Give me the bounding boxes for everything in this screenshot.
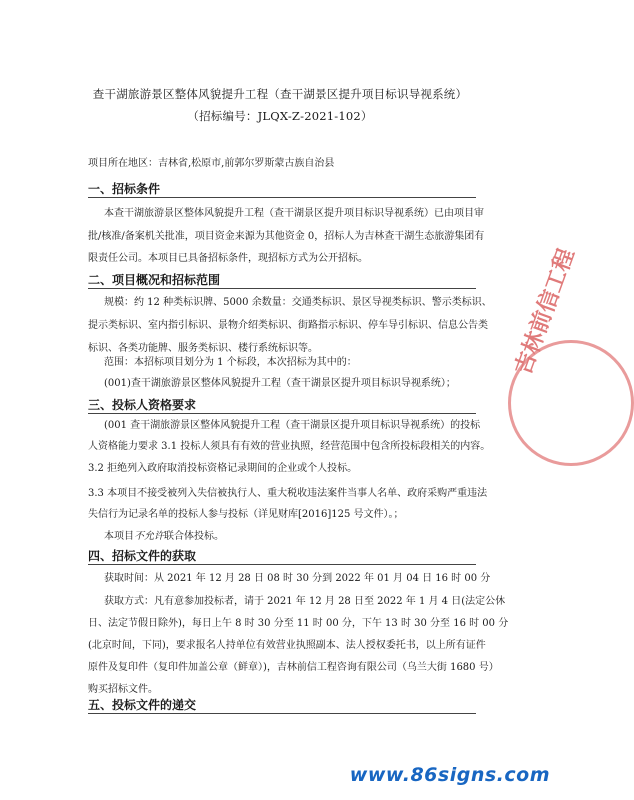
paragraph-line: 提示类标识、室内指引标识、景物介绍类标识、街路指示标识、停车导引标识、信息公告类 xyxy=(88,320,488,331)
text-run: 本项目 xyxy=(104,531,134,542)
paragraph-line: 3.2 拒绝列入政府取消投标资格记录期间的企业或个人投标。 xyxy=(88,463,358,474)
section-heading-3: 三、投标人资格要求 xyxy=(88,398,197,412)
paragraph-line: 人资格能力要求 3.1 投标人须具有有效的营业执照，经营范围中包含所投标段相关的内容。 xyxy=(88,441,491,452)
paragraph-line: 日、法定节假日除外)，每日上午 8 时 30 分至 11 时 00 分，下午 13 时 30 分至 16 时 00 分 xyxy=(88,618,509,629)
paragraph-line xyxy=(104,530,224,543)
paragraph-line: 原件及复印件（复印件加盖公章（鲜章）)，吉林前信工程咨询有限公司（乌兰大街 1680 号） xyxy=(88,662,499,673)
paragraph-line: 范围：本招标项目划分为 1 个标段，本次招标为其中的： xyxy=(104,357,357,368)
paragraph-line: 标识、各类功能牌、服务类标识、楼行系统标识等。 xyxy=(88,343,318,354)
divider xyxy=(88,413,476,414)
paragraph-line: 本查干湖旅游景区整体风貌提升工程（查干湖景区提升项目标识导视系统）已由项目审 xyxy=(104,208,484,219)
paragraph-line: 获取时间：从 2021 年 12 月 28 日 08 时 30 分到 2022 年 01 月 04 日 16 时 00 分 xyxy=(104,573,491,584)
paragraph-line: (北京时间，下同)，要求报名人持单位有效营业执照副本、法人授权委托书，以上所有证件 xyxy=(88,640,486,651)
paragraph-line: (001 查干湖旅游景区整体风貌提升工程（查干湖景区提升项目标识导视系统）的投标 xyxy=(104,420,481,431)
paragraph-line: 3.3 本项目不接受被列入失信被执行人、重大税收违法案件当事人名单、政府采购严重违法 xyxy=(88,488,488,499)
project-location: 项目所在地区：吉林省,松原市,前郭尔罗斯蒙古族自治县 xyxy=(88,158,335,169)
paragraph-line: 限责任公司。本项目已具备招标条件，现招标方式为公开招标。 xyxy=(88,253,368,264)
tender-number: （招标编号：JLQX-Z-2021-102） xyxy=(187,109,373,123)
text-run: 联合体投标。 xyxy=(164,531,224,542)
paragraph-line: 购买招标文件。 xyxy=(88,684,158,695)
section-heading-1: 一、招标条件 xyxy=(88,182,161,196)
paragraph-line: 规模：约 12 种类标识牌、5000 余数量：交通类标识、景区导视类标识、警示类标识、 xyxy=(104,297,492,308)
emphasized-text: 不允许 xyxy=(134,531,164,542)
section-heading-5: 五、投标文件的递交 xyxy=(88,698,197,712)
paragraph-line: 批/核准/备案机关批准，项目资金来源为其他资金 0，招标人为吉林查干湖生态旅游集团有 xyxy=(88,231,485,242)
divider xyxy=(88,564,476,565)
section-heading-4: 四、招标文件的获取 xyxy=(88,549,197,563)
paragraph-line: 获取方式：凡有意参加投标者，请于 2021 年 12 月 28 日至 2022 年 1 月 4 日(法定公休 xyxy=(104,596,506,607)
paragraph-line: (001)查干湖旅游景区整体风貌提升工程（查干湖景区提升项目标识导视系统）； xyxy=(104,378,456,389)
paragraph-line: 失信行为记录名单的投标人参与投标（详见财库[2016]125 号文件）。； xyxy=(88,509,404,520)
document-title: 查干湖旅游景区整体风貌提升工程（查干湖景区提升项目标识导视系统） xyxy=(92,87,468,101)
divider xyxy=(88,288,476,289)
section-heading-2: 二、项目概况和招标范围 xyxy=(88,273,221,287)
divider xyxy=(88,713,476,714)
seal-text: 吉林前信工程 xyxy=(511,245,580,379)
divider xyxy=(88,197,476,198)
watermark-url: www.86signs.com xyxy=(349,764,550,786)
